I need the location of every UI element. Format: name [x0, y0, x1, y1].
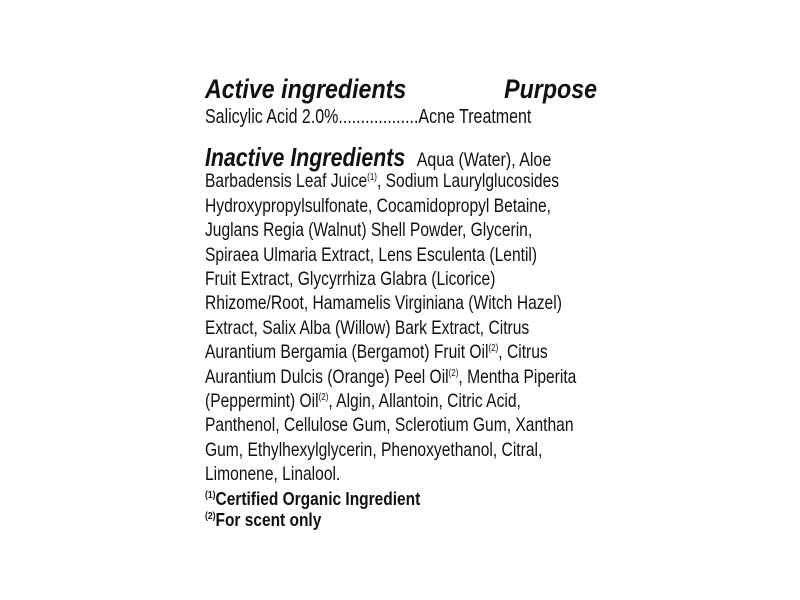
footnote — [205, 509, 321, 531]
footnote-marker: (1) — [367, 172, 377, 184]
ingredient-line — [205, 390, 521, 412]
footnote-text: Certified Organic Ingredient — [215, 489, 421, 509]
ingredient-line — [205, 219, 532, 241]
ingredient-text: Fruit Extract, Glycyrrhiza Glabra (Licorice) — [205, 268, 496, 290]
ingredient-text: Hydroxypropylsulfonate, Cocamidopropyl Betaine, — [205, 194, 551, 217]
ingredient-line — [205, 366, 576, 388]
ingredient-text: Aurantium Bergamia (Bergamot) Fruit Oil — [205, 341, 489, 364]
footnote-marker: (2) — [448, 367, 459, 379]
ingredient-line — [205, 439, 542, 461]
ingredient-text: Aqua (Water), Aloe — [416, 149, 552, 171]
ingredient-text: Panthenol, Cellulose Gum, Sclerotium Gum, Xanthan — [205, 414, 574, 437]
ingredient-text: Rhizome/Root, Hamamelis Virginiana (Witch Hazel) — [205, 292, 562, 315]
ingredient-line — [205, 142, 552, 172]
ingredient-text: Juglans Regia (Walnut) Shell Powder, Glycerin, — [205, 219, 533, 242]
footnote-marker: (1) — [205, 490, 216, 501]
ingredient-text: , Citrus — [498, 341, 548, 364]
ingredient-line — [205, 341, 548, 363]
footnote-marker: (2) — [318, 392, 329, 403]
ingredient-line — [205, 292, 562, 314]
ingredient-line — [205, 244, 537, 266]
ingredient-line — [205, 317, 529, 339]
ingredient-text: , Mentha Piperita — [458, 365, 577, 388]
active-ingredients-heading: Active ingredients — [205, 74, 407, 104]
ingredient-line — [205, 195, 551, 217]
footnote-marker: (2) — [205, 511, 216, 522]
ingredient-text: Spiraea Ulmaria Extract, Lens Esculenta (Lentil) — [205, 243, 538, 266]
active-ingredient-line: Salicylic Acid 2.0%..................Acne Treatment — [205, 106, 532, 128]
footnote-text: For scent only — [215, 510, 322, 530]
ingredient-text: (Peppermint) Oil — [205, 390, 319, 412]
ingredient-text: , Algin, Allantoin, Citric Acid, — [328, 390, 521, 412]
inactive-ingredients-heading: Inactive Ingredients — [205, 142, 406, 172]
footnote-marker: (2) — [488, 343, 499, 355]
footnote — [205, 488, 420, 510]
ingredient-text: , Sodium Laurylglucosides — [376, 170, 560, 193]
ingredient-line — [205, 170, 559, 192]
ingredient-line — [205, 414, 574, 436]
ingredient-line — [205, 463, 340, 485]
ingredient-line — [205, 268, 495, 290]
purpose-heading: Purpose — [504, 74, 597, 104]
ingredient-text: Aurantium Dulcis (Orange) Peel Oil — [205, 365, 449, 388]
ingredient-text: Extract, Salix Alba (Willow) Bark Extract, Citrus — [205, 316, 530, 339]
ingredient-text: Gum, Ethylhexylglycerin, Phenoxyethanol, Citral, — [205, 438, 543, 461]
ingredient-text: Barbadensis Leaf Juice — [205, 170, 368, 193]
ingredient-text: Limonene, Linalool. — [205, 463, 341, 486]
